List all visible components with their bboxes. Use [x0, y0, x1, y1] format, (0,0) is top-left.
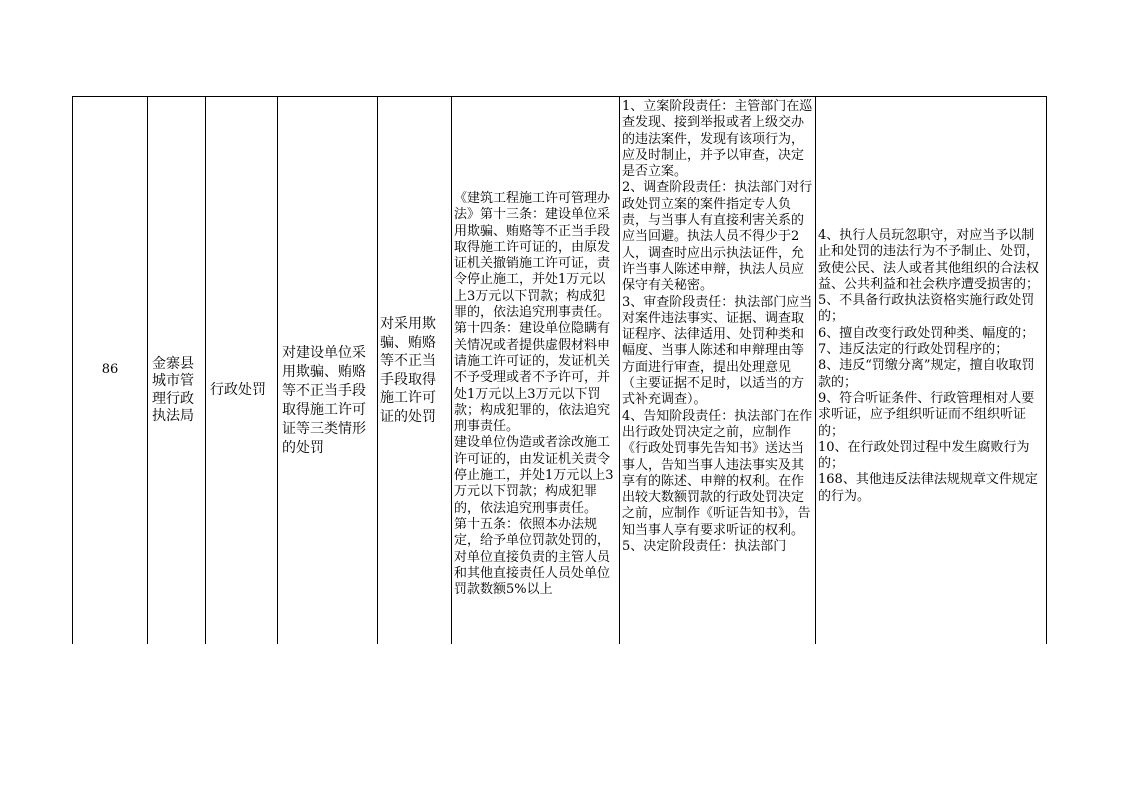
row-number: 86 [101, 362, 119, 378]
department-name: 金寨县城市管理行政执法局 [152, 355, 194, 424]
department-cell [148, 97, 206, 644]
sub-item-text: 对采用欺骗、贿赂等不正当手段取得施工许可证的处罚 [380, 316, 436, 425]
data-table-row [72, 96, 1047, 644]
responsibility-cell [620, 97, 816, 644]
legal-basis-cell [452, 97, 620, 644]
item-name-cell [278, 97, 378, 644]
responsibility-text: 1、立案阶段责任：主管部门在巡查发现、接到举报或者上级交办的违法案件，发现有该项行为，应及时制止，并予以审查，决定是否立案。 2、调查阶段责任：执法部门对行政处罚立案的案件指定专人负责，与当事人有直接利害关系的应当回避。执法人员不得少于2人，调查时应出示执法证件，允许当事人陈述申辩，执法人员应保守有关秘密。 3、审查阶段责任：执法部门应当对案件违法事实、证据、调查取证程序、法律适用、处罚种类和幅度、当事人陈述和申辩理由等方面进行审查，提出处理意见（主要证据不足时，以适当的方式补充调查）。 4、告知阶段责任：执法部门在作出行政处罚决定之前，应制作《行政处罚事先告知书》送达当事人，告知当事人违法事实及其享有的陈述、申辩的权利。在作出较大数额罚款的行政处罚决定之前，应制作《听证告知书》，告知当事人享有要求听证的权利。 5、决定阶段责任：执法部门 [622, 99, 813, 555]
accountability-cell [816, 97, 1047, 644]
category-cell [206, 97, 278, 644]
row-number-cell [73, 97, 148, 644]
accountability-text: 4、执行人员玩忽职守，对应当予以制止和处罚的违法行为不予制止、处罚，致使公民、法人或者其他组织的合法权益、公共利益和社会秩序遭受损害的； 5、不具备行政执法资格实施行政处罚的； 6、擅自改变行政处罚种类、幅度的； 7、违反法定的行政处罚程序的； 8、违反“罚缴分离”规定，擅自收取罚款的； 9、符合听证条件、行政管理相对人要求听证，应予组织听证而不组织听证的； 10、在行政处罚过程中发生腐败行为的； 168、其他违反法律法规规章文件规定的行为。 [818, 227, 1040, 504]
item-name-text: 对建设单位采用欺骗、贿赂等不正当手段取得施工许可证等三类情形的处罚 [282, 344, 366, 456]
legal-basis-text: 《建筑工程施工许可管理办法》第十三条：建设单位采用欺骗、贿赂等不正当手段取得施工许可证的，由原发证机关撤销施工许可证，责令停止施工，并处1万元以上3万元以下罚款；构成犯罪的，依法追究刑事责任。 第十四条：建设单位隐瞒有关情况或者提供虚假材料申请施工许可证的，发证机关不予受理或者不予许可，并处1万元以上3万元以下罚款；构成犯罪的，依法追究刑事责任。 建设单位伪造或者涂改施工许可证的，由发证机关责令停止施工，并处1万元以上3万元以下罚款；构成犯罪的，依法追究刑事责任。 第十五条：依照本办法规定，给予单位罚款处罚的，对单位直接负责的主管人员和其他直接责任人员处单位罚款数额5%以上 [454, 191, 614, 598]
sub-item-cell [378, 97, 452, 644]
category-text: 行政处罚 [210, 382, 266, 399]
